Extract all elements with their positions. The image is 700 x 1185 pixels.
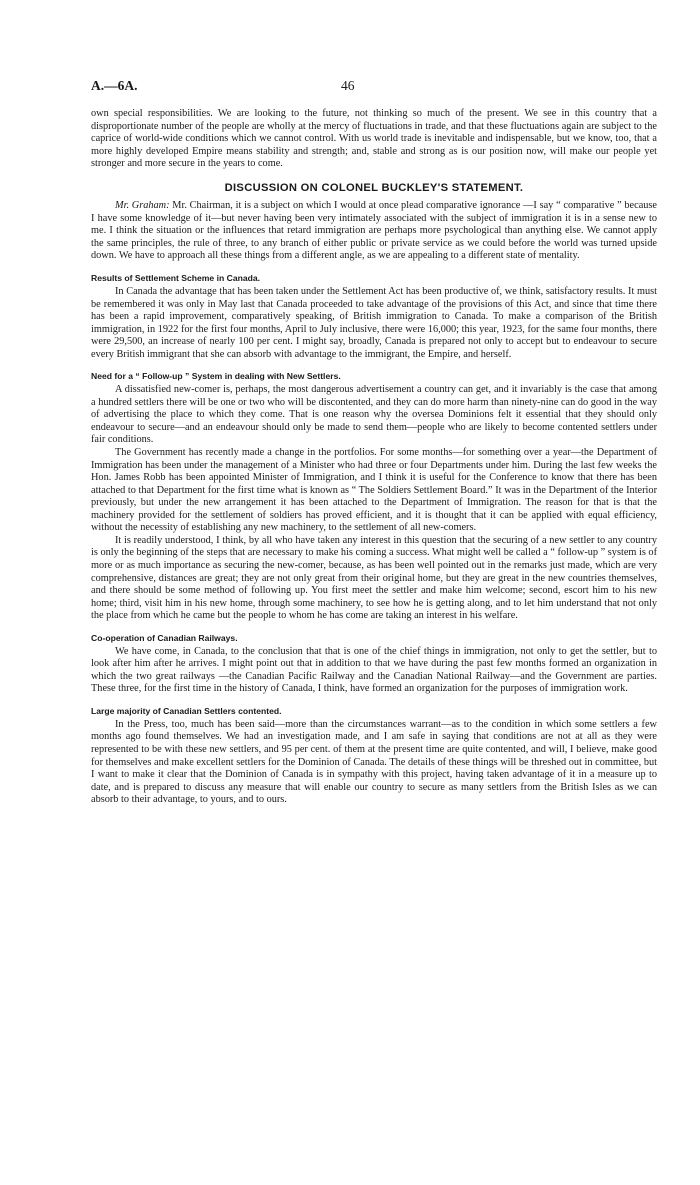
section-heading-railways: Co-operation of Canadian Railways. — [91, 632, 238, 643]
continued-paragraph: own special responsibilities. We are looking to the future, not thinking so much of the present. We see in this country that a disproportionate number of the people are wholly at the mercy of fluctuations in trade, and that these fluctuations again are subject to the caprice of world-wide conditions which we cannot control. With us world trade is inevitable and indispensable, but we know, too, that a more highly developed Empire means stability and strength; and, stable and strong as is our position now, will make our people yet stronger and more secure in the years to come. — [91, 108, 657, 170]
paragraph: In Canada the advantage that has been taken under the Settlement Act has been productive of, we think, satisfactory results. It must be remembered it was only in May last that Canada proceeded to take advantage of the provisions of this Act, and since that time there has been a rapid improvement, comparatively speaking, of British immigration to Canada. To make a comparison of the British immigration, in 1922 for the first four months, April to July inclusive, there were 16,000; this year, 1923, for the same four months, there were 29,500, an increase of nearly 100 per cent. I might say, broadly, Canada is prepared not only to accept but to endeavour to secure every British immigrant that she can absorb with advantage to the immigrant, the Empire, and herself. — [91, 286, 657, 360]
section-heading-settlement-results: Results of Settlement Scheme in Canada. — [91, 273, 261, 284]
paragraph: It is readily understood, I think, by all who have taken any interest in this question that the securing of a new settler to any country is only the beginning of the steps that are necessary to make his coming a success. What might well be called a “ follow-up ” system is of more or as much importance as securing the new-comer, because, as has been well pointed out in the remarks just made, which are very comprehensive, distances are great; they are not only great from their original home, but they are great in the new countries themselves, and there should be some method of following up. You first meet the settler and make him welcome; second, escort him to his new home; third, visit him in his new home, through some machinery, to see how he is getting along, and to let him understand that not only the place from which he came but the people to whom he has come are taking an interest in his welfare. — [91, 534, 657, 622]
page-number: 46 — [341, 78, 355, 93]
paragraph: We have come, in Canada, to the conclusion that that is one of the chief things in immigration, not only to get the settler, but to look after him after he arrives. I might point out that in addition to that we have during the past few months formed an organization in which the two great railways —the Canadian Pacific Railway and the Canadian National Railway—and the Government are parties. These three, for the first time in the history of Canada, I think, have formed an organization for the purposes of immigration work. — [91, 645, 657, 695]
paragraph: The Government has recently made a change in the portfolios. For some months—for something over a year—the Department of Immigration has been under the management of a Minister who had three or four Departments under him. During the last few weeks the Hon. James Robb has been appointed Minister of Immigration, and I think it is useful for the Conference to know that there has been attached to that Department for the first time what is known as “ The Soldiers Settlement Board.” It was in the Department of the Interior previously, but under the new arrangement it has been attached to the Department of Immigration. The reason for that is that the machinery provided for the settlement of soldiers has proved efficient, and it is thought that it can be applied with equal efficiency, without the necessity of establishing any new machinery, to the settlement of all new-comers. — [91, 447, 657, 534]
speaker-paragraph — [91, 200, 657, 263]
section-heading-settlers-contented: Large majority of Canadian Settlers contented. — [91, 705, 282, 716]
paragraph: A dissatisfied new-comer is, perhaps, the most dangerous advertisement a country can get, and it invariably is the case that among a hundred settlers there will be one or two who will be discontented, and they can do more harm than ninety-nine can do good in the way of advertising the place to which they come. That is one reason why the oversea Dominions felt it essential that they should only endeavour to secure—and an endeavour should only be made to send them—people who are likely to become contented settlers under fair conditions. — [91, 384, 657, 446]
speaker-name: Mr. Graham: — [115, 200, 170, 212]
discussion-title: DISCUSSION ON COLONEL BUCKLEY'S STATEMENT. — [224, 181, 524, 194]
page-header — [91, 78, 658, 98]
page-body — [91, 108, 657, 807]
document-reference: A.—6A. — [91, 78, 138, 93]
section-heading-follow-up-system: Need for a “ Follow-up ” System in dealing with New Settlers. — [91, 371, 341, 382]
speaker-text: Mr. Chairman, it is a subject on which I would at once plead comparative ignorance —I say “ comparative ” because I have some knowledge of it—but never having been very intimately associated with the subject of immigration it is in a sense new to me. I think the situation or the influences that retard immigration are perhaps more psychological than anything else. We cannot apply the same principles, the rule of three, to any branch of either public or private service as we could before the world was turned upside down. We have to approach all these things from a different angle, as we are appealing to a different state of mentality. — [91, 200, 657, 262]
paragraph: In the Press, too, much has been said—more than the circumstances warrant—as to the condition in which some settlers a few months ago found themselves. We had an investigation made, and I am safe in saying that conditions are not at all as they were represented to be with these new settlers, and 95 per cent. of them at the present time are quite contented, and will, I believe, make good for themselves and make excellent settlers for the Dominion of Canada. The details of these things will be threshed out in committee, but I want to make it clear that the Dominion of Canada is in sympathy with this project, having taken advantage of it in a measure up to date, and is prepared to discuss any measure that will enable our country to secure as many settlers from the British Isles as we can absorb to their advantage, to yours, and to ours. — [91, 718, 657, 806]
